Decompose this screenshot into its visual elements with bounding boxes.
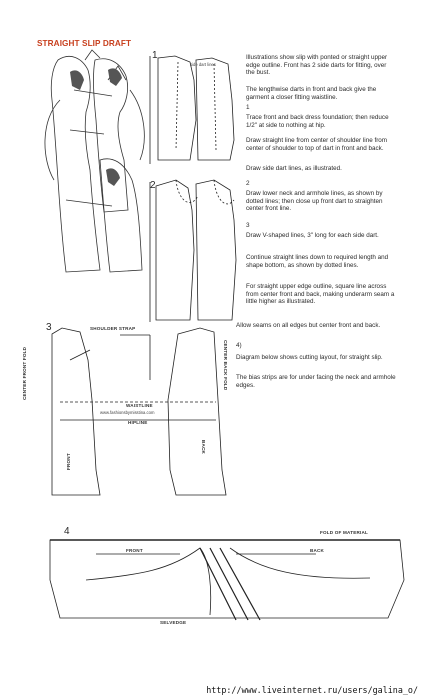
side-dart-note: side dart lines: [190, 62, 216, 67]
figure-4-number: 4: [64, 526, 70, 537]
step-1c-text: Draw side dart lines, as illustrated.: [246, 165, 342, 172]
hipline-label: HIPLINE: [128, 420, 148, 425]
figure-3-number: 3: [46, 322, 52, 333]
center-back-fold-label: CENTER BACK FOLD: [223, 340, 228, 391]
back-arrow-label: BACK: [310, 548, 325, 553]
step-4a-text: Diagram below shows cutting layout, for straight slip.: [236, 354, 383, 361]
page-title: STRAIGHT SLIP DRAFT: [37, 39, 132, 48]
back-vertical-label: BACK: [201, 440, 206, 455]
step-3-number: 3: [246, 222, 250, 229]
step-3b-text: Continue straight lines down to required length and shape bottom, as shown by dotted lines.: [246, 254, 389, 269]
center-front-fold-label: CENTER FRONT FOLD: [22, 346, 27, 400]
front-vertical-label: FRONT: [66, 453, 71, 470]
figure-2-diagram: [150, 180, 236, 322]
figure-4-cutting-layout: [50, 540, 404, 620]
fold-of-material-label: FOLD OF MATERIAL: [320, 530, 369, 535]
fashion-illustration: [45, 50, 144, 272]
seam-allowance-note: Allow seams on all edges but center front and back.: [236, 322, 381, 329]
step-2a-text: Draw lower neck and armhole lines, as shown by dotted lines; then close up front dart to straighten center front line.: [246, 190, 383, 213]
step-1b-text: Draw straight line from center of shoulder line from center of shoulder to top of dart in front and back.: [246, 137, 388, 152]
intro-paragraph-1: Illustrations show slip with ponted or straight upper edge outline. Front has 2 side darts for fitting, over the bust.: [246, 54, 388, 77]
front-arrow-label: FRONT: [126, 548, 143, 553]
figure-1-diagram: [150, 56, 234, 164]
step-1a-text: Trace front and back dress foundation; then reduce 1/2" at side to nothing at hip.: [246, 114, 389, 129]
step-3a-text: Draw V-shaped lines, 3" long for each side dart.: [246, 232, 379, 239]
figure-1-number: 1: [152, 50, 158, 61]
step-1-number: 1: [246, 104, 250, 111]
step-3c-text: For straight upper edge outline, square line across from center front and back, making underarm seam a little higher as illustrated.: [246, 283, 395, 306]
watermark-text: www.fashionsbymisstina.com: [100, 410, 155, 415]
intro-paragraph-2: The lengthwise darts in front and back give the garment a closer fitting waistline.: [246, 86, 377, 101]
footer-url: http://www.liveinternet.ru/users/galina_o/: [206, 685, 418, 695]
waistline-label: WAISTLINE: [126, 403, 153, 408]
illustration-shading: [70, 68, 122, 186]
selvedge-label: SELVEDGE: [160, 620, 187, 625]
shoulder-strap-label: SHOULDER STRAP: [90, 326, 136, 331]
figure-2-number: 2: [150, 180, 156, 191]
step-2-number: 2: [246, 180, 250, 187]
step-4-number: 4): [236, 342, 242, 349]
step-4b-text: The bias strips are for under facing the neck and armhole edges.: [236, 374, 396, 389]
